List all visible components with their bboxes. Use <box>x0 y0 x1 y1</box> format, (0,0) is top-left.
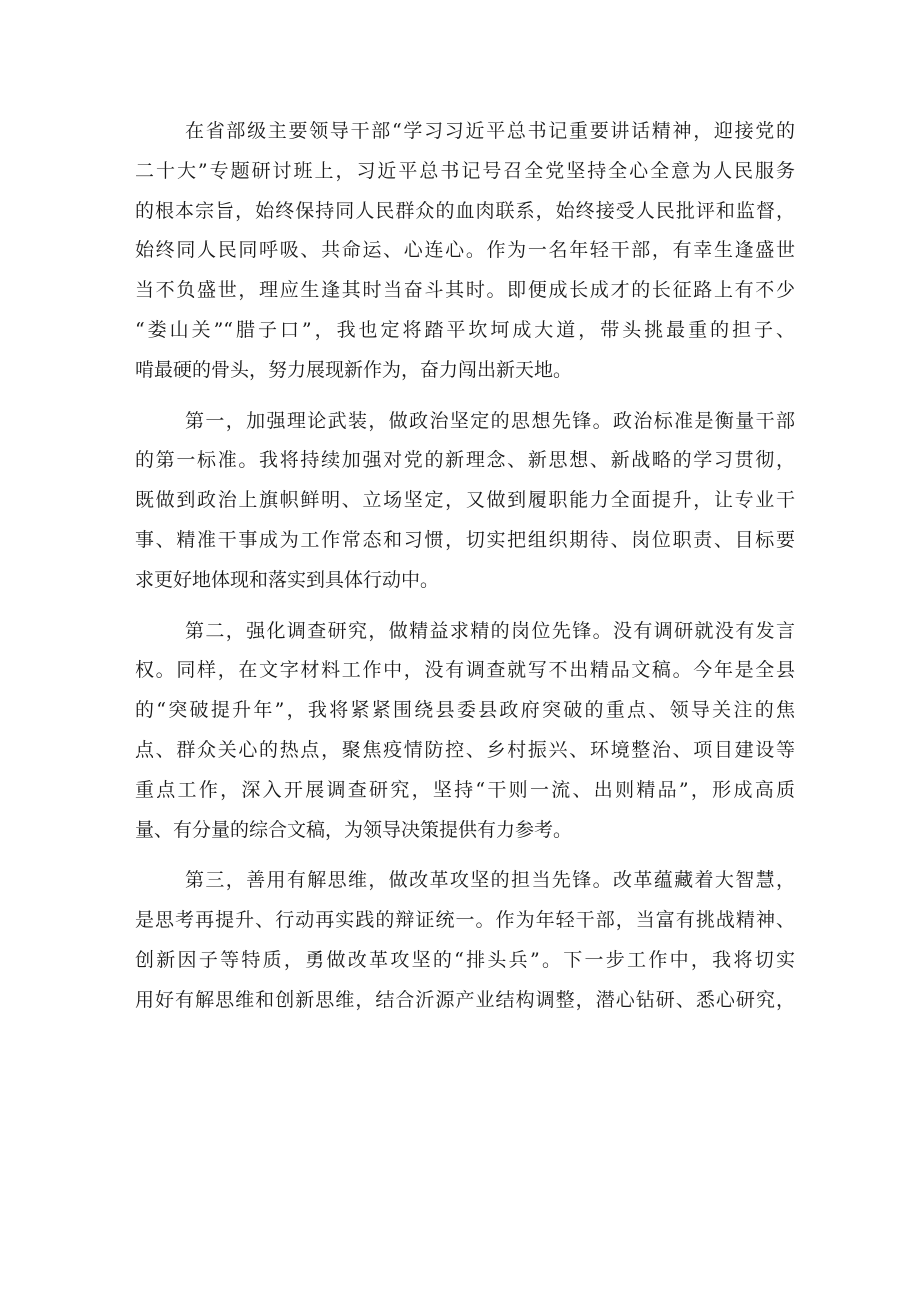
text-line: 始终同人民同呼吸、共命运、心连心。作为一名年轻干部，有幸生逢盛世 <box>135 239 795 262</box>
paragraph-gap <box>135 601 795 612</box>
text-line: “娄山关”“腊子口”，我也定将踏平坎坷成大道，带头挑最重的担子、 <box>135 318 795 341</box>
text-line: 的第一标准。我将持续加强对党的新理念、新思想、新战略的学习贯彻， <box>135 449 795 472</box>
text-line: 用好有解思维和创新思维，结合沂源产业结构调整，潜心钻研、悉心研究， <box>135 988 795 1011</box>
paragraph-intro <box>135 112 795 391</box>
text-line: 重点工作，深入开展调查研究，坚持“干则一流、出则精品”，形成高质 <box>135 778 795 801</box>
text-line: 当不负盛世，理应生逢其时当奋斗其时。即便成长成才的长征路上有不少 <box>135 279 795 302</box>
text-line: 在省部级主要领导干部“学习习近平总书记重要讲话精神，迎接党的 <box>185 120 795 142</box>
text-line: 的根本宗旨，始终保持同人民群众的血肉联系，始终接受人民批评和监督， <box>135 199 795 222</box>
text-line: 既做到政治上旗帜鲜明、立场坚定，又做到履职能力全面提升，让专业干 <box>135 489 795 512</box>
text-line: 二十大”专题研讨班上，习近平总书记号召全党坚持全心全意为人民服务 <box>135 159 795 182</box>
document-page <box>135 112 795 1021</box>
paragraph-first-point <box>135 402 795 601</box>
text-line: 的“突破提升年”，我将紧紧围绕县委县政府突破的重点、领导关注的焦 <box>135 699 795 722</box>
paragraph-gap <box>135 391 795 402</box>
text-line: 创新因子等特质，勇做改革攻坚的“排头兵”。下一步工作中，我将切实 <box>135 948 795 971</box>
text-line: 啃最硬的骨头，努力展现新作为，奋力闯出新天地。 <box>135 358 573 381</box>
text-line: 事、精准干事成为工作常态和习惯，切实把组织期待、岗位职责、目标要 <box>135 528 795 551</box>
paragraph-third-point <box>135 861 795 1020</box>
text-line: 第三，善用有解思维，做改革攻坚的担当先锋。改革蕴藏着大智慧， <box>185 869 795 892</box>
paragraph-gap <box>135 850 795 861</box>
text-line: 量、有分量的综合文稿，为领导决策提供有力参考。 <box>135 818 573 841</box>
text-line: 权。同样，在文字材料工作中，没有调查就写不出精品文稿。今年是全县 <box>135 659 795 682</box>
text-line: 第二，强化调查研究，做精益求精的岗位先锋。没有调研就没有发言 <box>185 619 795 642</box>
text-line: 是思考再提升、行动再实践的辩证统一。作为年轻干部，当富有挑战精神、 <box>135 909 795 932</box>
text-line: 第一，加强理论武装，做政治坚定的思想先锋。政治标准是衡量干部 <box>185 409 795 432</box>
text-line: 求更好地体现和落实到具体行动中。 <box>135 568 440 591</box>
paragraph-second-point <box>135 612 795 851</box>
text-line: 点、群众关心的热点，聚焦疫情防控、乡村振兴、环境整治、项目建设等 <box>135 738 795 761</box>
